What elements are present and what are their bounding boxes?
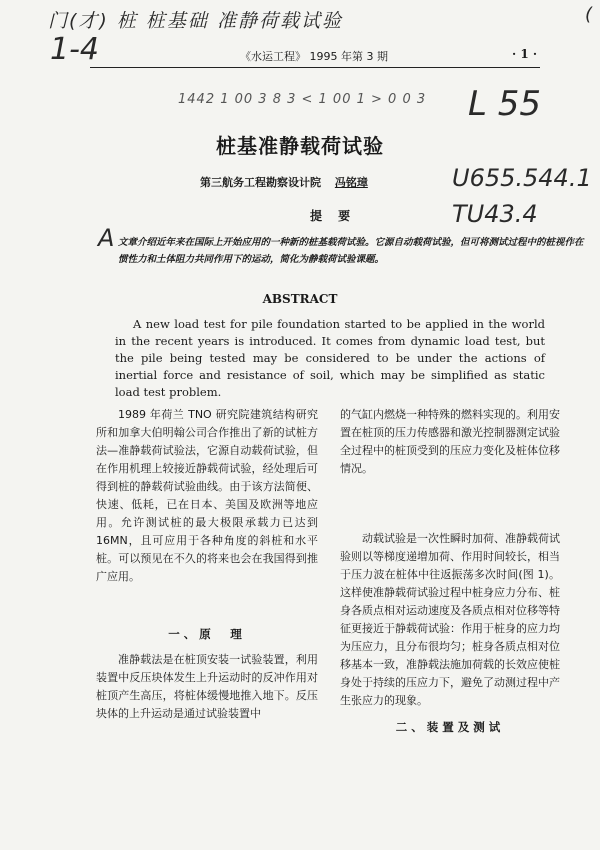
header-divider <box>90 67 540 68</box>
author-name: 冯铭璋 <box>334 176 368 189</box>
handwritten-udc-code: U655.544.1 <box>452 164 592 192</box>
right-column-bottom <box>340 530 560 710</box>
handwritten-index-note: 1-4 <box>50 32 99 67</box>
principle-column <box>96 651 318 723</box>
handwritten-top-note: 门(才) 桩 桩基础 准静荷载试验 <box>48 10 343 32</box>
right-column-continuation: 的气缸内燃烧一种特殊的燃料实现的。利用安置在桩顶的压力传感器和激光控制器测定试验全过程中的桩顶受到的压应力变化及桩体位移情况。 <box>340 408 560 475</box>
section-2-heading-wrap <box>340 704 560 750</box>
principle-paragraph: 准静载法是在桩顶安装一试验装置，利用装置中反压块体发生上升运动时的反冲作用对桩顶产生高压，将桩体缓慢地推入地下。反压块体的上升运动是通过试验装置中 <box>96 653 318 720</box>
abstract-en <box>115 316 545 401</box>
intro-paragraph: 1989 年荷兰 TNO 研究院建筑结构研究所和加拿大伯明翰公司合作推出了新的试桩方法—准静载荷试验法，它源自动载荷试验，但在作用机理上较接近静载荷试验，经处理后可得到桩的静载荷试验曲线。由于该方法简便、快速、低耗，已在日本、美国及欧洲等地应用。允许测试桩的最大极限承载力已达到 16MN，且可应用于各种角度的斜桩和水平桩。可以预见在不久的将来也会在我国得到推广应用。 <box>96 408 318 583</box>
handwritten-tu-code: TU43.4 <box>452 200 538 228</box>
handwritten-margin-mark: A <box>98 224 115 252</box>
right-column-top <box>340 406 560 478</box>
section-1-heading: 一、原 理 <box>168 627 246 641</box>
handwritten-code-l55: L 55 <box>468 84 542 124</box>
abstract-en-text: A new load test for pile foundation started to be applied in the world in the recent years is introduced. It comes from dynamic load test, but the pile being tested may be considered to be under the actions of inertial force and resistance of soil, which may be simplified as static load test problem. <box>115 317 545 399</box>
dynamic-vs-static-paragraph: 动载试验是一次性瞬时加荷、准静载荷试验则以等梯度递增加荷、作用时间较长，相当于压力波在桩体中往返振荡多次时间(图 1)。这样使准静载荷试验过程中桩身应力分布、桩身各质点相对运动速度及各质点相对位移等特征更接近于静载荷试验：作用于桩身的应力均为压应力，且分布很均匀；桩身各质点相对位移基本一致，准静载法施加荷载的长效应使桩身处于持续的压应力下，避免了动测过程中产生张应力的现象。 <box>340 532 560 707</box>
abstract-cn: 文章介绍近年来在国际上开始应用的一种新的桩基载荷试验。它源自动载荷试验，但可将测试过程中的桩视作在惯性力和土体阻力共同作用下的运动，简化为静载荷试验课题。 <box>118 237 584 265</box>
page-number: · 1 · <box>512 47 538 61</box>
affiliation: 第三航务工程勘察设计院 <box>200 176 321 189</box>
section-2-heading: 二、装置及测试 <box>395 720 505 734</box>
handwritten-corner-mark: ( <box>584 4 592 25</box>
abstract-heading-en: ABSTRACT <box>262 292 338 306</box>
body-intro-column <box>96 406 318 586</box>
paper-title: 桩基准静载荷试验 <box>216 134 384 158</box>
journal-header: 《水运工程》 1995 年第 3 期 <box>240 50 388 63</box>
abstract-heading-cn: 提 要 <box>310 209 357 223</box>
handwritten-number-strip: 1442 1 00 3 8 3 < 1 00 1 > 0 0 3 <box>178 92 427 107</box>
author-line <box>200 174 368 190</box>
